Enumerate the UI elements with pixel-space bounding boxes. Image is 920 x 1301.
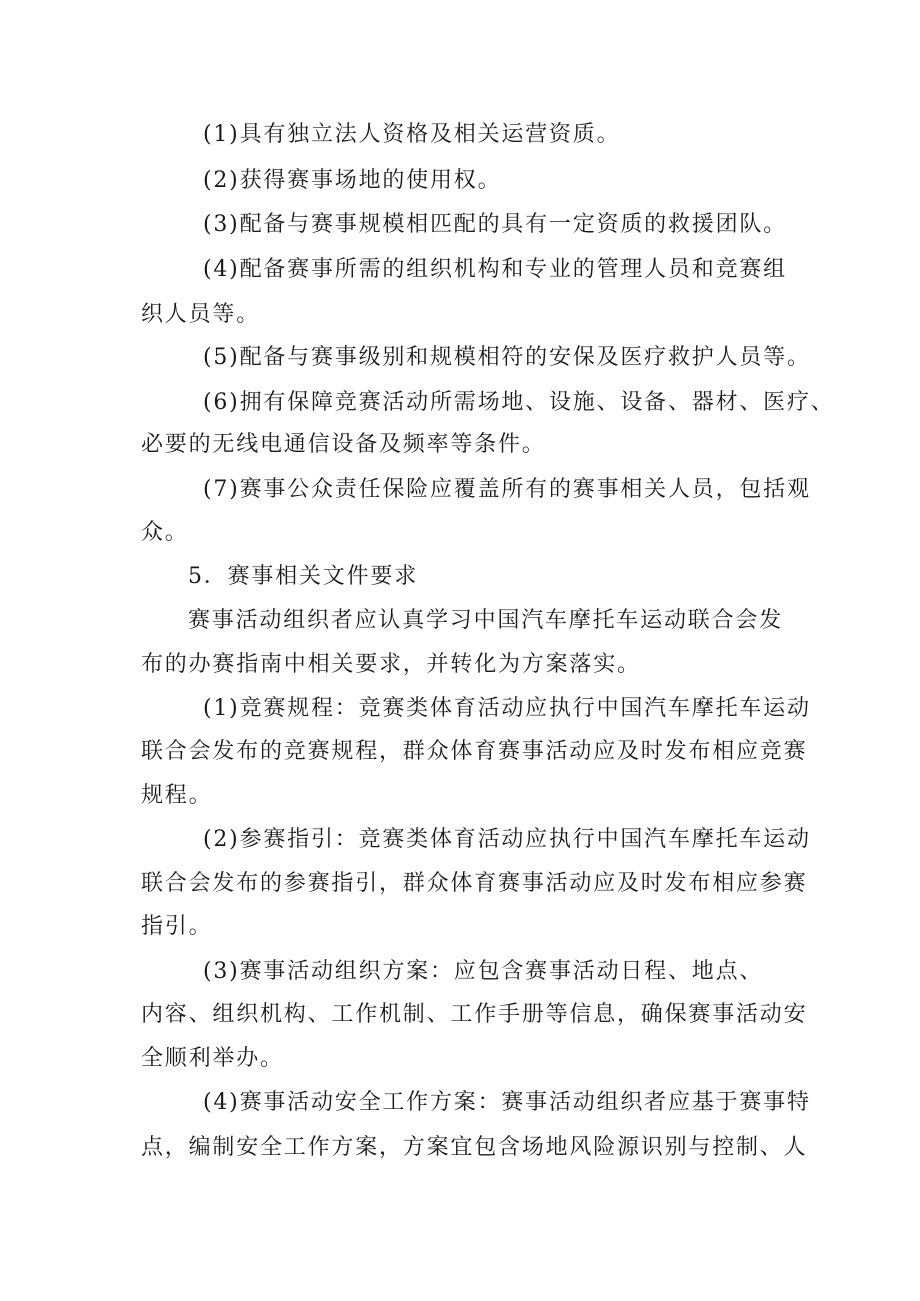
text-line: (4)赛事活动安全工作方案：赛事活动组织者应基于赛事特 bbox=[203, 1090, 811, 1115]
text-line: 必要的无线电通信设备及频率等条件。 bbox=[141, 432, 546, 457]
text-line: (3)配备与赛事规模相匹配的具有一定资质的救援团队。 bbox=[203, 212, 787, 237]
text-line: 联合会发布的竞赛规程，群众体育赛事活动应及时发布相应竞赛 bbox=[141, 739, 808, 764]
text-line: (5)配备与赛事级别和规模相符的安保及医疗救护人员等。 bbox=[203, 345, 811, 370]
text-line: (1)竞赛规程：竞赛类体育活动应执行中国汽车摩托车运动 bbox=[203, 696, 811, 721]
text-line: 点，编制安全工作方案，方案宜包含场地风险源识别与控制、人 bbox=[141, 1135, 808, 1160]
text-line: (3)赛事活动组织方案：应包含赛事活动日程、地点、 bbox=[203, 959, 764, 984]
text-line: 联合会发布的参赛指引，群众体育赛事活动应及时发布相应参赛 bbox=[141, 871, 808, 896]
text-line: 布的办赛指南中相关要求，并转化为方案落实。 bbox=[141, 652, 641, 677]
text-line: 织人员等。 bbox=[141, 302, 261, 327]
text-line: 指引。 bbox=[141, 914, 213, 939]
section-heading: 5．赛事相关文件要求 bbox=[188, 564, 418, 589]
text-line: (2)获得赛事场地的使用权。 bbox=[203, 168, 502, 193]
text-line: 全顺利举办。 bbox=[141, 1046, 284, 1071]
text-line: (1)具有独立法人资格及相关运营资质。 bbox=[203, 122, 621, 147]
text-line: 内容、组织机构、工作机制、工作手册等信息，确保赛事活动安 bbox=[141, 1002, 808, 1027]
text-line: (6)拥有保障竞赛活动所需场地、设施、设备、器材、医疗、 bbox=[203, 390, 835, 415]
text-line: 赛事活动组织者应认真学习中国汽车摩托车运动联合会发 bbox=[188, 608, 784, 633]
text-line: 规程。 bbox=[141, 783, 213, 808]
text-line: (7)赛事公众责任保险应覆盖所有的赛事相关人员，包括观 bbox=[203, 477, 811, 502]
text-line: (2)参赛指引：竞赛类体育活动应执行中国汽车摩托车运动 bbox=[203, 827, 811, 852]
text-line: (4)配备赛事所需的组织机构和专业的管理人员和竞赛组 bbox=[203, 257, 787, 282]
text-line: 众。 bbox=[141, 520, 189, 545]
